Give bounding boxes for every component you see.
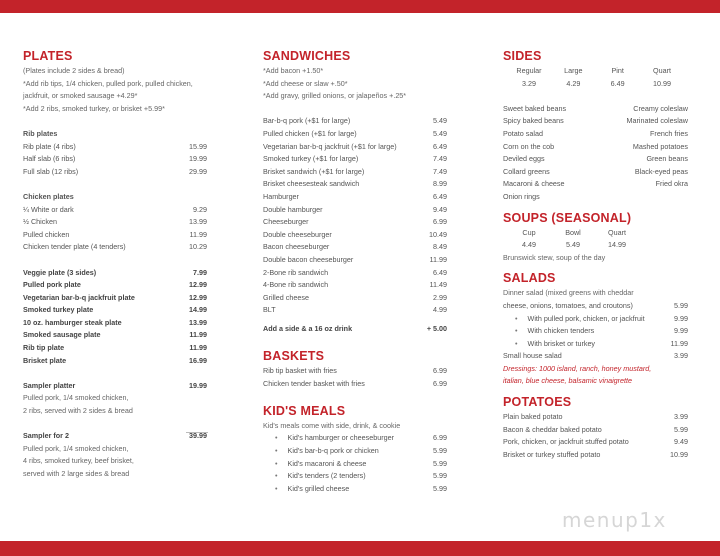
top-red-band bbox=[0, 0, 720, 13]
menu-item: Vegetarian bar-b-q jackfruit plate 12.99 bbox=[23, 292, 207, 302]
sampler-for-two: Sampler for 2 39.99 bbox=[23, 431, 207, 441]
menu-item: Brisket plate 16.99 bbox=[23, 355, 207, 365]
menu-item: • Kid's hamburger or cheeseburger 6.99 bbox=[263, 432, 447, 445]
side-pair: Spicy baked beans Marinated coleslaw bbox=[503, 116, 688, 126]
side-pair: Sweet baked beans Creamy coleslaw bbox=[503, 103, 688, 113]
sides-column bbox=[503, 48, 688, 461]
plates-note: *Add 2 ribs, smoked turkey, or brisket +5.99* bbox=[23, 103, 165, 113]
side-pair: Macaroni & cheese Fried okra bbox=[503, 179, 688, 189]
sandwich-note: *Add gravy, grilled onions, or jalapeños +.25* bbox=[263, 91, 407, 101]
menu-item: Double bacon cheeseburger 11.99 bbox=[263, 254, 447, 264]
menu-item: 4-Bone rib sandwich 11.49 bbox=[263, 280, 447, 290]
dressings-note: Dressings: 1000 island, ranch, honey mustard, bbox=[503, 363, 652, 373]
menu-item: • Kid's bar-b-q pork or chicken 5.99 bbox=[263, 445, 447, 458]
menu-item: • With chicken tenders 9.99 bbox=[503, 325, 688, 338]
rib-plates-subheading: Rib plates bbox=[23, 128, 58, 138]
side-pair: Onion rings bbox=[503, 191, 540, 201]
menu-item: Full slab (12 ribs) 29.99 bbox=[23, 166, 207, 176]
sandwich-addon: Add a side & a 16 oz drink + 5.00 bbox=[263, 323, 447, 333]
menu-item: 2-Bone rib sandwich 6.49 bbox=[263, 267, 447, 277]
menu-item: Bacon cheeseburger 8.49 bbox=[263, 242, 447, 252]
menu-item: 10 oz. hamburger steak plate 13.99 bbox=[23, 317, 207, 327]
kids-meals-heading: KID'S MEALS bbox=[263, 403, 346, 418]
sandwich-note: *Add cheese or slaw +.50* bbox=[263, 78, 348, 88]
menu-item: Vegetarian bar-b-q jackfruit (+$1 for large) 6.49 bbox=[263, 141, 447, 151]
side-pair: Corn on the cob Mashed potatoes bbox=[503, 141, 688, 151]
salads-heading: SALADS bbox=[503, 271, 556, 286]
sampler-desc: Pulled pork, 1/4 smoked chicken, bbox=[23, 393, 129, 403]
menu-item: • Kid's tenders (2 tenders) 5.99 bbox=[263, 470, 447, 483]
menu-item: Grilled cheese 2.99 bbox=[263, 292, 447, 302]
kids-note: Kid's meals come with side, drink, & cookie bbox=[263, 420, 401, 430]
sampler-platter: Sampler platter 19.99 bbox=[23, 380, 207, 390]
menu-item: Pulled pork plate 12.99 bbox=[23, 280, 207, 290]
plates-note: jackfruit, or smoked sausage +4.29* bbox=[23, 91, 138, 101]
menu-item: Smoked sausage plate 11.99 bbox=[23, 330, 207, 340]
menu-item: Cheeseburger 6.99 bbox=[263, 217, 447, 227]
menu-item: Pulled chicken (+$1 for large) 5.49 bbox=[263, 128, 447, 138]
plates-heading: PLATES bbox=[23, 49, 73, 63]
menu-item: Rib tip plate 11.99 bbox=[23, 343, 207, 353]
menu-item: • With brisket or turkey 11.99 bbox=[503, 338, 688, 351]
side-pair: Potato salad French fries bbox=[503, 128, 688, 138]
plates-column bbox=[23, 48, 207, 481]
menu-item: ½ Chicken 13.99 bbox=[23, 217, 207, 227]
menu-item: ¼ White or dark 9.29 bbox=[23, 204, 207, 214]
plates-note: *Add rib tips, 1/4 chicken, pulled pork, pulled chicken, bbox=[23, 78, 193, 88]
side-pair: Collard greens Black-eyed peas bbox=[503, 166, 688, 176]
sandwiches-column bbox=[263, 48, 447, 495]
menu-item: • Kid's macaroni & cheese 5.99 bbox=[263, 458, 447, 471]
sampler-desc: 2 ribs, served with 2 sides & bread bbox=[23, 406, 133, 416]
menu-item: Rib plate (4 ribs) 15.99 bbox=[23, 141, 207, 151]
menu-item: Pork, chicken, or jackfruit stuffed potato 9.49 bbox=[503, 437, 688, 447]
menu-item: Chicken tender plate (4 tenders) 10.29 bbox=[23, 242, 207, 252]
menu-item: Double cheeseburger 10.49 bbox=[263, 229, 447, 239]
sampler-desc: 4 ribs, smoked turkey, beef brisket, bbox=[23, 456, 134, 466]
menu-item: • Kid's grilled cheese 5.99 bbox=[263, 483, 447, 496]
menu-item: Smoked turkey (+$1 for large) 7.49 bbox=[263, 154, 447, 164]
soup-sizes: Cup Bowl Quart bbox=[522, 227, 626, 237]
menu-item: Brisket or turkey stuffed potato 10.99 bbox=[503, 449, 688, 459]
plates-note: (Plates include 2 sides & bread) bbox=[23, 66, 125, 75]
soups-heading: SOUPS (SEASONAL) bbox=[503, 210, 632, 225]
side-pair: Deviled eggs Green beans bbox=[503, 154, 688, 164]
chicken-plates-subheading: Chicken plates bbox=[23, 191, 74, 201]
baskets-heading: BASKETS bbox=[263, 349, 325, 364]
watermark: menup1x bbox=[562, 508, 667, 532]
menu-item: Hamburger 6.49 bbox=[263, 191, 447, 201]
menu-item: Brisket sandwich (+$1 for large) 7.49 bbox=[263, 166, 447, 176]
menu-item: cheese, onions, tomatoes, and croutons) 5.99 bbox=[503, 300, 688, 310]
menu-item: Small house salad 3.99 bbox=[503, 351, 688, 361]
sandwich-note: *Add bacon +1.50* bbox=[263, 66, 324, 75]
dressings-note: italian, blue cheese, balsamic vinaigrette bbox=[503, 376, 633, 386]
salad-desc: Dinner salad (mixed greens with cheddar bbox=[503, 288, 634, 298]
sides-prices: 3.29 4.29 6.49 10.99 bbox=[522, 78, 671, 88]
menu-item: Bacon & cheddar baked potato 5.99 bbox=[503, 424, 688, 434]
menu-item: Double hamburger 9.49 bbox=[263, 204, 447, 214]
sampler-desc: Pulled pork, 1/4 smoked chicken, bbox=[23, 443, 129, 453]
bottom-red-band bbox=[0, 541, 720, 556]
divider bbox=[186, 432, 208, 433]
menu-item: Half slab (6 ribs) 19.99 bbox=[23, 154, 207, 164]
menu-item: Bar-b-q pork (+$1 for large) 5.49 bbox=[263, 116, 447, 126]
sides-heading: SIDES bbox=[503, 49, 542, 63]
menu-item: Plain baked potato 3.99 bbox=[503, 412, 688, 422]
menu-item: • With pulled pork, chicken, or jackfruit 9.99 bbox=[503, 313, 688, 326]
soup-prices: 4.49 5.49 14.99 bbox=[522, 240, 626, 250]
menu-item: Smoked turkey plate 14.99 bbox=[23, 305, 207, 315]
menu-item: Chicken tender basket with fries 6.99 bbox=[263, 378, 447, 388]
sandwiches-heading: SANDWICHES bbox=[263, 49, 351, 63]
menu-item: Rib tip basket with fries 6.99 bbox=[263, 366, 447, 376]
menu-item: Veggie plate (3 sides) 7.99 bbox=[23, 267, 207, 277]
menu-item: Brisket cheesesteak sandwich 8.99 bbox=[263, 179, 447, 189]
potatoes-heading: POTATOES bbox=[503, 395, 572, 410]
soup-note: Brunswick stew, soup of the day bbox=[503, 252, 606, 262]
sampler-desc: served with 2 large sides & bread bbox=[23, 469, 130, 478]
sides-sizes: Regular Large Pint Quart bbox=[516, 66, 671, 75]
menu-item: BLT 4.99 bbox=[263, 305, 447, 315]
menu-item: Pulled chicken 11.99 bbox=[23, 229, 207, 239]
